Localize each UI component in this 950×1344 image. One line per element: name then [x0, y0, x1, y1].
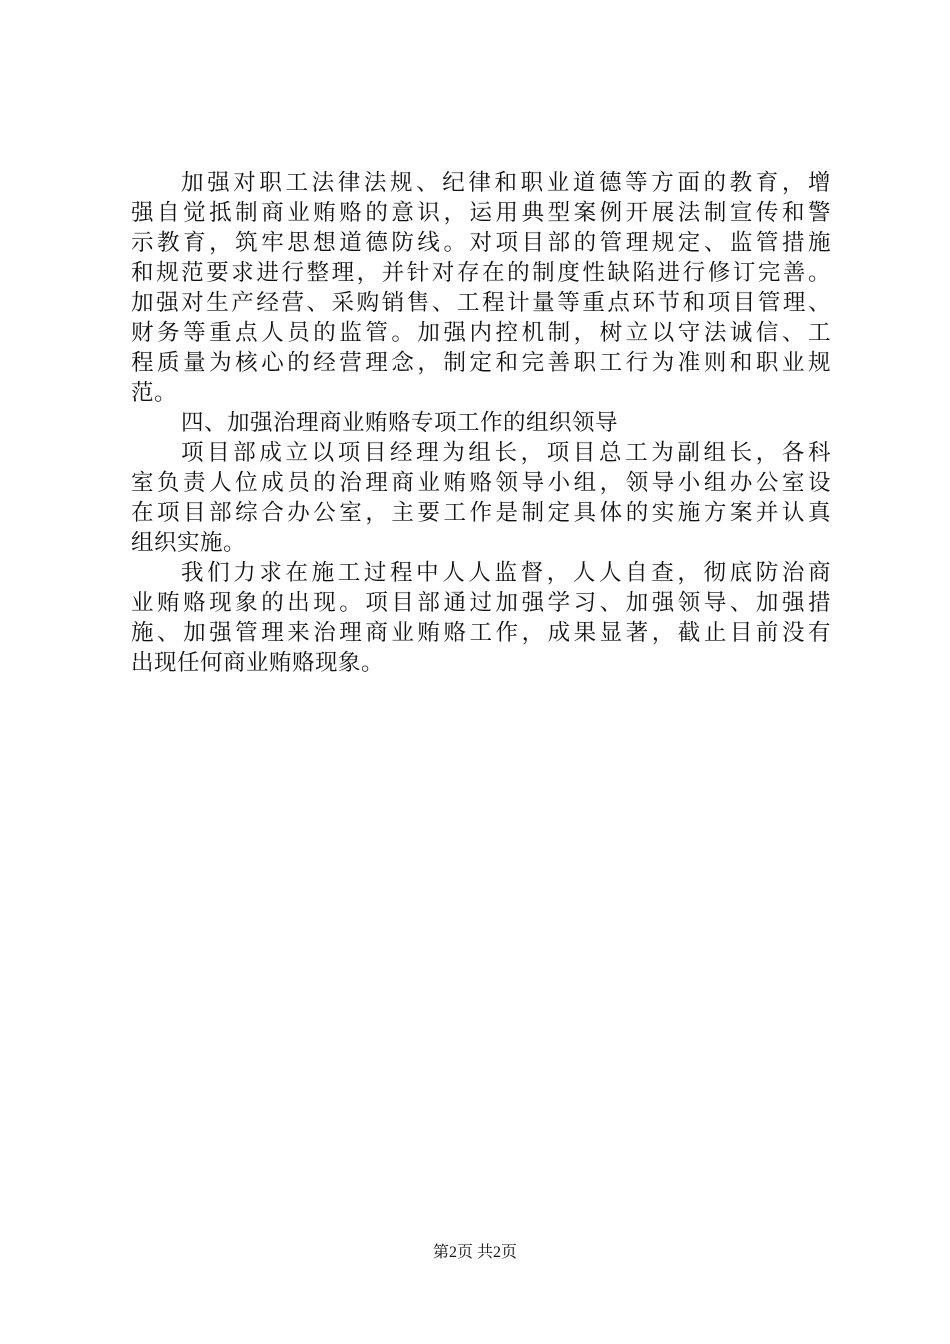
text-line: 范。 — [131, 380, 178, 406]
paragraph-organization — [131, 438, 831, 558]
text-line: 施、加强管理来治理商业贿赂工作，成果显著，截止目前没有 — [131, 620, 831, 646]
text-line: 加强对职工法律法规、纪律和职业道德等方面的教育，增 — [181, 170, 831, 196]
text-line: 加强对生产经营、采购销售、工程计量等重点环节和项目管理、 — [131, 290, 831, 316]
text-line: 我们力求在施工过程中人人监督，人人自查，彻底防治商 — [181, 560, 831, 586]
text-line: 程质量为核心的经营理念，制定和完善职工行为准则和职业规 — [131, 350, 831, 376]
body-text — [131, 168, 831, 678]
heading-line: 四、加强治理商业贿赂专项工作的组织领导 — [181, 410, 619, 436]
text-line: 在项目部综合办公室，主要工作是制定具体的实施方案并认真 — [131, 500, 831, 526]
paragraph-education — [131, 168, 831, 408]
text-line: 和规范要求进行整理，并针对存在的制度性缺陷进行修订完善。 — [131, 260, 831, 286]
page-footer — [0, 1243, 950, 1263]
text-line: 组织实施。 — [131, 530, 247, 556]
text-line: 财务等重点人员的监管。加强内控机制，树立以守法诚信、工 — [131, 320, 831, 346]
text-line: 业贿赂现象的出现。项目部通过加强学习、加强领导、加强措 — [131, 590, 831, 616]
text-line: 出现任何商业贿赂现象。 — [131, 650, 385, 676]
paragraph-conclusion — [131, 558, 831, 678]
text-line: 室负责人位成员的治理商业贿赂领导小组，领导小组办公室设 — [131, 470, 831, 496]
section-heading — [131, 408, 831, 438]
text-line: 强自觉抵制商业贿赂的意识，运用典型案例开展法制宣传和警 — [131, 200, 831, 226]
text-line: 项目部成立以项目经理为组长，项目总工为副组长，各科 — [181, 440, 831, 466]
text-line: 示教育，筑牢思想道德防线。对项目部的管理规定、监管措施 — [131, 230, 831, 256]
page-number: 第2页 共2页 — [432, 1244, 517, 1261]
